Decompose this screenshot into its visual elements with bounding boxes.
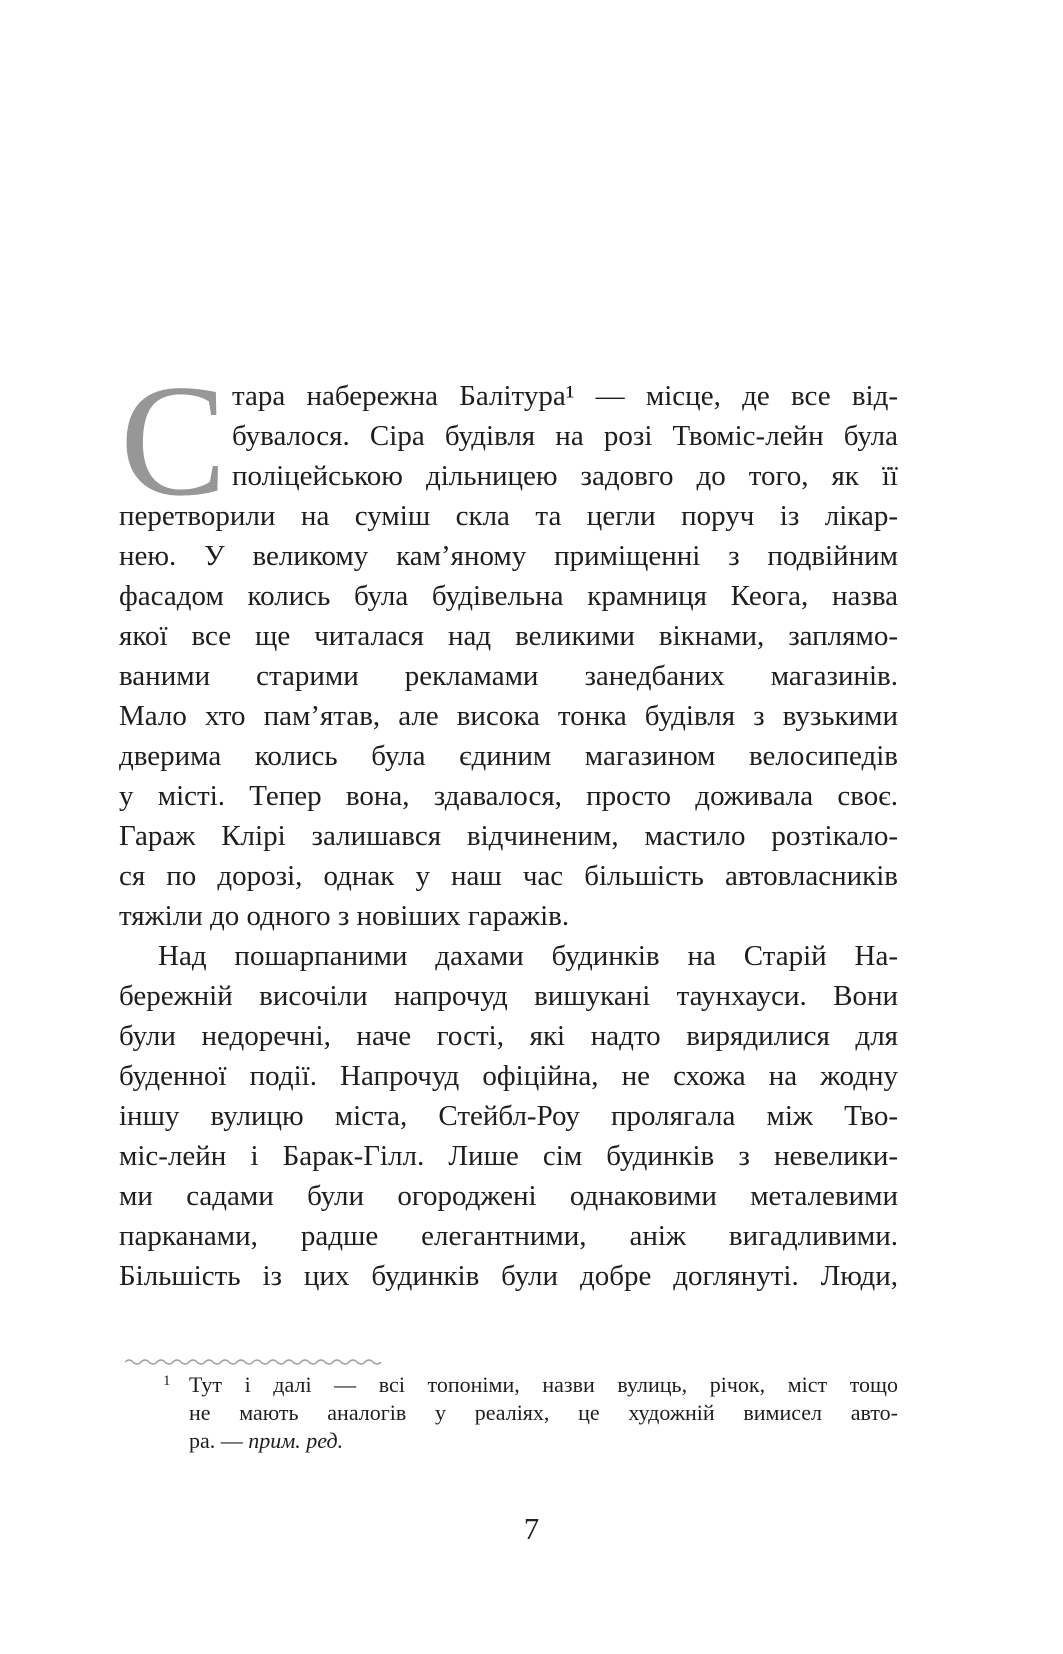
footnote-line: Тут і далі — всі топоніми, назви вулиць, річок, міст тощо	[189, 1372, 898, 1397]
body-line: міс-лейн і Барак-Гілл. Лише сім будинків з невелики-	[119, 1140, 898, 1172]
body-line: дверима колись була єдиним магазином велосипедів	[119, 740, 898, 772]
footnote-text: ра. —	[189, 1428, 249, 1453]
footnote	[119, 1371, 898, 1455]
body-line: бережній височіли напрочуд вишукані таунхауси. Вони	[119, 980, 898, 1012]
body-line: тара набережна Балітура¹ — місце, де все від-	[232, 380, 898, 412]
body-line: буденної події. Напрочуд офіційна, не схожа на жодну	[119, 1060, 898, 1092]
body-line: тяжіли до одного з новіших гаражів.	[119, 900, 570, 932]
body-line: парканами, радше елегантними, аніж вигадливими.	[119, 1220, 898, 1252]
body-line: бувалося. Сіра будівля на розі Твоміс-лейн була	[232, 420, 898, 452]
body-line: були недоречні, наче гості, які надто вирядилися для	[119, 1020, 898, 1052]
body-line: Гараж Клірі залишався відчиненим, мастило розтікало-	[119, 820, 898, 852]
body-line: Мало хто пам’ятав, але висока тонка будівля з вузькими	[119, 700, 898, 732]
footnote-separator-squiggle	[125, 1353, 385, 1371]
body-text-block	[119, 351, 898, 1296]
body-line: якої все ще читалася над великими вікнами, заплямо-	[119, 620, 898, 652]
drop-cap-letter: С	[120, 351, 227, 529]
body-line: нею. У великому кам’яному приміщенні з подвійним	[119, 540, 898, 572]
body-line: ся по дорозі, однак у наш час більшість автовласників	[119, 860, 898, 892]
footnote-line: не мають аналогів у реаліях, це художній вимисел авто-	[189, 1400, 898, 1425]
body-line: фасадом колись була будівельна крамниця Кеога, назва	[119, 580, 898, 612]
body-line: у місті. Тепер вона, здавалося, просто доживала своє.	[119, 780, 898, 812]
body-line: іншу вулицю міста, Стейбл-Роу пролягала між Тво-	[119, 1100, 898, 1132]
footnote-marker: 1	[163, 1373, 171, 1389]
page-number: 7	[523, 1511, 540, 1546]
body-line: ваними старими рекламами занедбаних магазинів.	[119, 660, 898, 692]
body-line: перетворили на суміш скла та цегли поруч із лікар-	[119, 500, 898, 532]
body-line: поліцейською дільницею задовго до того, як її	[232, 460, 898, 492]
body-line: Більшість із цих будинків були добре доглянуті. Люди,	[119, 1260, 898, 1292]
body-line: Над пошарпаними дахами будинків на Старій На-	[158, 940, 898, 972]
body-line: ми садами були огороджені однаковими металевими	[119, 1180, 898, 1212]
footnote-line	[189, 1427, 898, 1455]
footnote-editor-note: прим. ред.	[248, 1428, 344, 1453]
